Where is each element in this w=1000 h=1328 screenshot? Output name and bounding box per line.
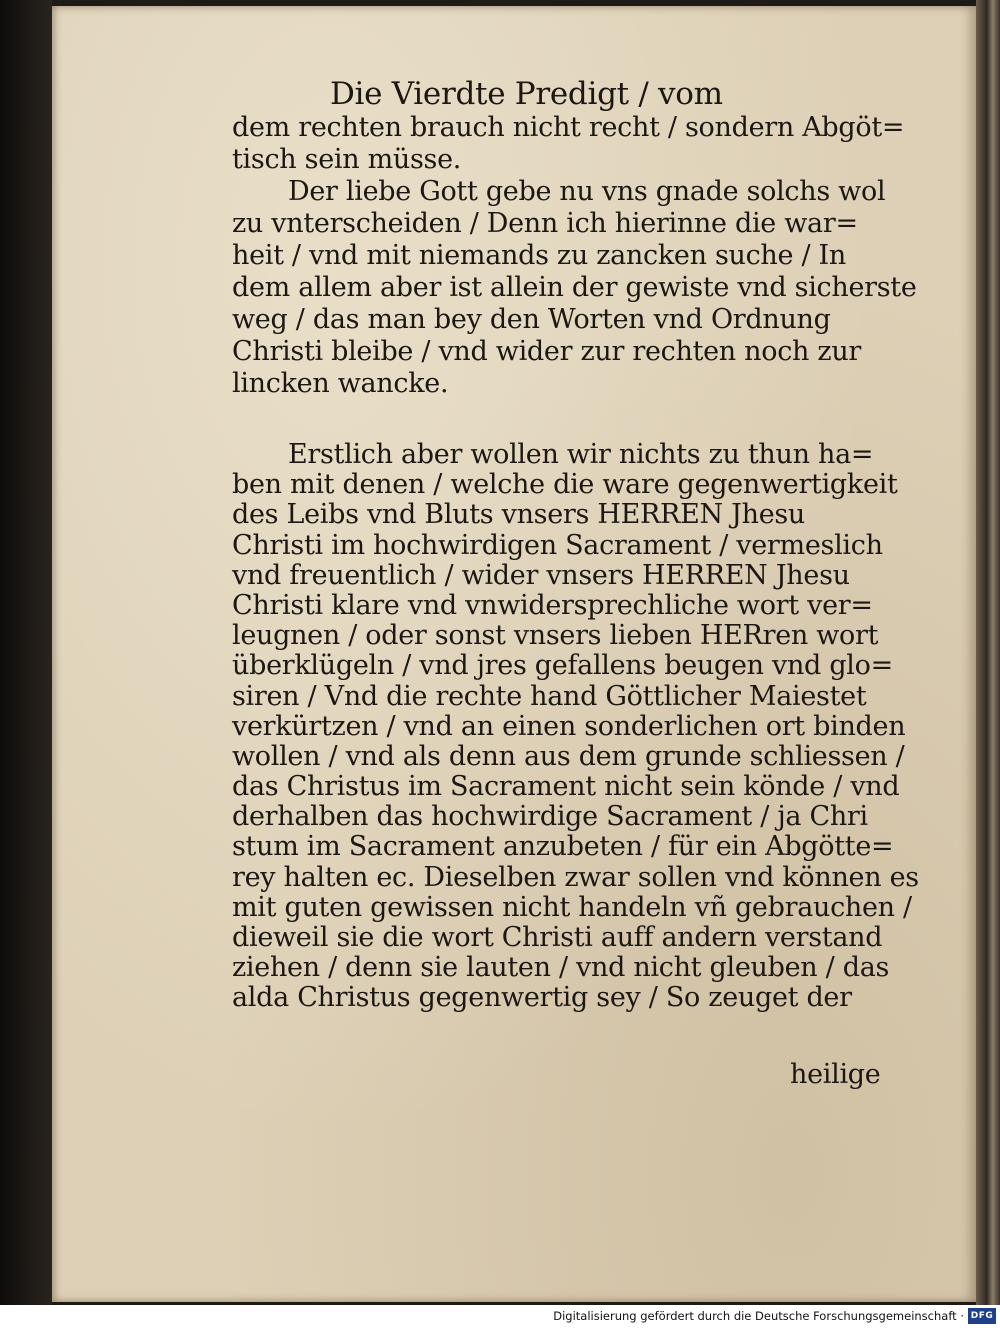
- page-edge: [976, 0, 1000, 1305]
- text-line: heit / vnd mit niemands zu zancken suche / In: [232, 240, 847, 271]
- text-line: Christi bleibe / vnd wider zur rechten noch zur: [232, 336, 862, 367]
- text-line: weg / das man bey den Worten vnd Ordnung: [232, 304, 831, 335]
- text-line: dem rechten brauch nicht recht / sondern Abgöt=: [232, 112, 905, 143]
- text-line: verkürtzen / vnd an einen sonderlichen ort binden: [232, 710, 906, 742]
- running-head: Die Vierdte Predigt / vom: [330, 76, 723, 112]
- footer-bar: [0, 1305, 1000, 1328]
- text-line: das Christus im Sacrament nicht sein könde / vnd: [232, 771, 900, 803]
- dfg-logo: DFG: [968, 1308, 996, 1324]
- text-line: tisch sein müsse.: [232, 144, 462, 175]
- text-line: alda Christus gegenwertig sey / So zeuget der: [232, 982, 852, 1014]
- text-line: wollen / vnd als denn aus dem grunde schliessen /: [232, 740, 905, 772]
- text-line: vnd freuentlich / wider vnsers HERREN Jhesu: [232, 559, 850, 591]
- text-line: derhalben das hochwirdige Sacrament / ja Chri: [232, 801, 868, 833]
- text-line: rey halten ec. Dieselben zwar sollen vnd können es: [232, 861, 919, 893]
- text-line: dieweil sie die wort Christi auff andern verstand: [232, 922, 883, 953]
- text-line: mit guten gewissen nicht handeln vñ gebrauchen /: [232, 891, 912, 923]
- text-line: lincken wancke.: [232, 368, 449, 399]
- binding-shadow: [0, 0, 52, 1305]
- text-line: überklügeln / vnd jres gefallens beugen vnd glo=: [232, 650, 893, 682]
- text-line: Christi im hochwirdigen Sacrament / vermeslich: [232, 529, 883, 561]
- text-line: stum im Sacrament anzubeten / für ein Abgötte=: [232, 831, 894, 863]
- text-line: ziehen / denn sie lauten / vnd nicht gleuben / das: [232, 952, 890, 984]
- text-line: dem allem aber ist allein der gewiste vnd sicherste: [232, 272, 917, 303]
- text-line: des Leibs vnd Bluts vnsers HERREN Jhesu: [232, 499, 806, 531]
- text-line: Erstlich aber wollen wir nichts zu thun ha=: [288, 439, 874, 470]
- text-line: zu vnterscheiden / Denn ich hierinne die war=: [232, 208, 858, 239]
- text-line: leugnen / oder sonst vnsers lieben HERren wort: [232, 620, 879, 652]
- funding-notice: Digitalisierung gefördert durch die Deutsche Forschungsgemeinschaft ·: [553, 1309, 964, 1323]
- text-line: ben mit denen / welche die ware gegenwertigkeit: [232, 469, 898, 501]
- paragraph-1: [232, 112, 917, 400]
- text-line: Christi klare vnd vnwidersprechliche wort ver=: [232, 589, 873, 621]
- catchword: heilige: [790, 1059, 881, 1090]
- paragraph-2: [232, 439, 919, 1014]
- text-line: siren / Vnd die rechte hand Göttlicher Maiestet: [232, 680, 867, 712]
- text-line: Der liebe Gott gebe nu vns gnade solchs wol: [288, 176, 886, 207]
